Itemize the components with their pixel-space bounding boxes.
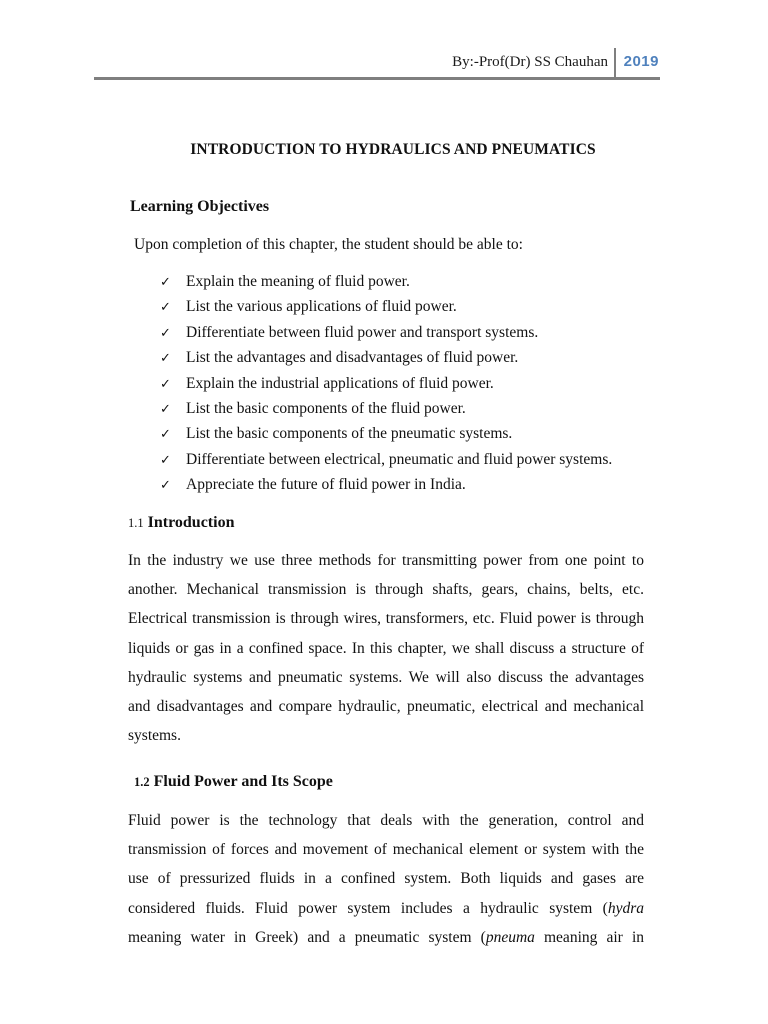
section-title: Fluid Power and Its Scope xyxy=(153,773,333,790)
paragraph-line xyxy=(128,894,644,923)
checkmark-icon: ✓ xyxy=(160,275,171,290)
learning-objectives-intro: Upon completion of this chapter, the student should be able to: xyxy=(134,236,523,253)
checkmark-icon: ✓ xyxy=(160,478,171,494)
paragraph-line: and disadvantages and compare hydraulic, pneumatic, electrical and mechanical xyxy=(128,698,644,716)
section-title: Introduction xyxy=(147,514,235,531)
list-item xyxy=(160,399,612,424)
learning-objectives-heading: Learning Objectives xyxy=(130,198,270,215)
section-number: 1.1 xyxy=(128,516,144,530)
list-item xyxy=(160,475,612,500)
paragraph-line: Fluid power is the technology that deals with the generation, control and xyxy=(128,812,644,829)
section-heading-introduction xyxy=(128,514,234,532)
paragraph-line: use of pressurized fluids in a confined system. Both liquids and gases are xyxy=(128,870,644,888)
introduction-paragraph xyxy=(128,546,644,750)
list-item xyxy=(160,424,612,449)
list-item xyxy=(160,450,612,475)
checkmark-icon: ✓ xyxy=(160,325,171,341)
objective-text: Differentiate between fluid power and transport systems. xyxy=(186,323,539,341)
header-separator xyxy=(614,48,616,78)
objective-text: List the advantages and disadvantages of fluid power. xyxy=(186,349,519,367)
checkmark-icon: ✓ xyxy=(160,427,171,443)
checkmark-icon: ✓ xyxy=(160,300,171,316)
paragraph-line: liquids or gas in a confined space. In this chapter, we shall discuss a structure of xyxy=(128,639,644,657)
header-year: 2019 xyxy=(623,53,659,70)
section-heading-fluid-power xyxy=(134,773,333,791)
header-author: By:-Prof(Dr) SS Chauhan xyxy=(452,54,608,70)
line-text: meaning water in Greek) and a pneumatic system ( xyxy=(128,928,486,946)
section-number: 1.2 xyxy=(134,775,150,789)
objective-text: List the basic components of the pneumatic systems. xyxy=(186,425,513,443)
line-text: meaning air in xyxy=(534,928,644,946)
objective-text: Explain the industrial applications of fluid power. xyxy=(186,374,494,392)
list-item xyxy=(160,348,612,373)
line-text: considered fluids. Fluid power system includes a hydraulic system ( xyxy=(128,899,608,917)
objective-text: Explain the meaning of fluid power. xyxy=(186,273,410,290)
checkmark-icon: ✓ xyxy=(160,401,171,417)
paragraph-line: systems. xyxy=(128,727,181,745)
checkmark-icon: ✓ xyxy=(160,376,171,392)
objective-text: Appreciate the future of fluid power in India. xyxy=(186,476,466,494)
italic-term-pneuma: pneuma xyxy=(485,928,535,946)
paragraph-line: another. Mechanical transmission is through shafts, gears, chains, belts, etc. xyxy=(128,581,644,599)
chapter-title: INTRODUCTION TO HYDRAULICS AND PNEUMATICS xyxy=(190,141,596,158)
checkmark-icon: ✓ xyxy=(160,452,171,468)
list-item xyxy=(160,323,612,348)
paragraph-line: In the industry we use three methods for transmitting power from one point to xyxy=(128,552,644,569)
list-item xyxy=(160,272,612,297)
checkmark-icon: ✓ xyxy=(160,351,171,367)
italic-term-hydra: hydra xyxy=(607,899,644,917)
fluid-power-paragraph xyxy=(128,806,644,952)
objective-text: Differentiate between electrical, pneumatic and fluid power systems. xyxy=(186,450,613,468)
header-rule xyxy=(94,77,660,80)
list-item xyxy=(160,374,612,399)
list-item xyxy=(160,297,612,322)
page-header xyxy=(94,48,660,80)
paragraph-line: transmission of forces and movement of mechanical element or system with the xyxy=(128,841,644,859)
paragraph-line: Electrical transmission is through wires, transformers, etc. Fluid power is through xyxy=(128,610,644,628)
objectives-list xyxy=(160,272,612,501)
objective-text: List the basic components of the fluid power. xyxy=(186,399,466,417)
paragraph-line: hydraulic systems and pneumatic systems. We will also discuss the advantages xyxy=(128,668,644,686)
objective-text: List the various applications of fluid power. xyxy=(186,298,457,316)
paragraph-line xyxy=(128,923,644,952)
